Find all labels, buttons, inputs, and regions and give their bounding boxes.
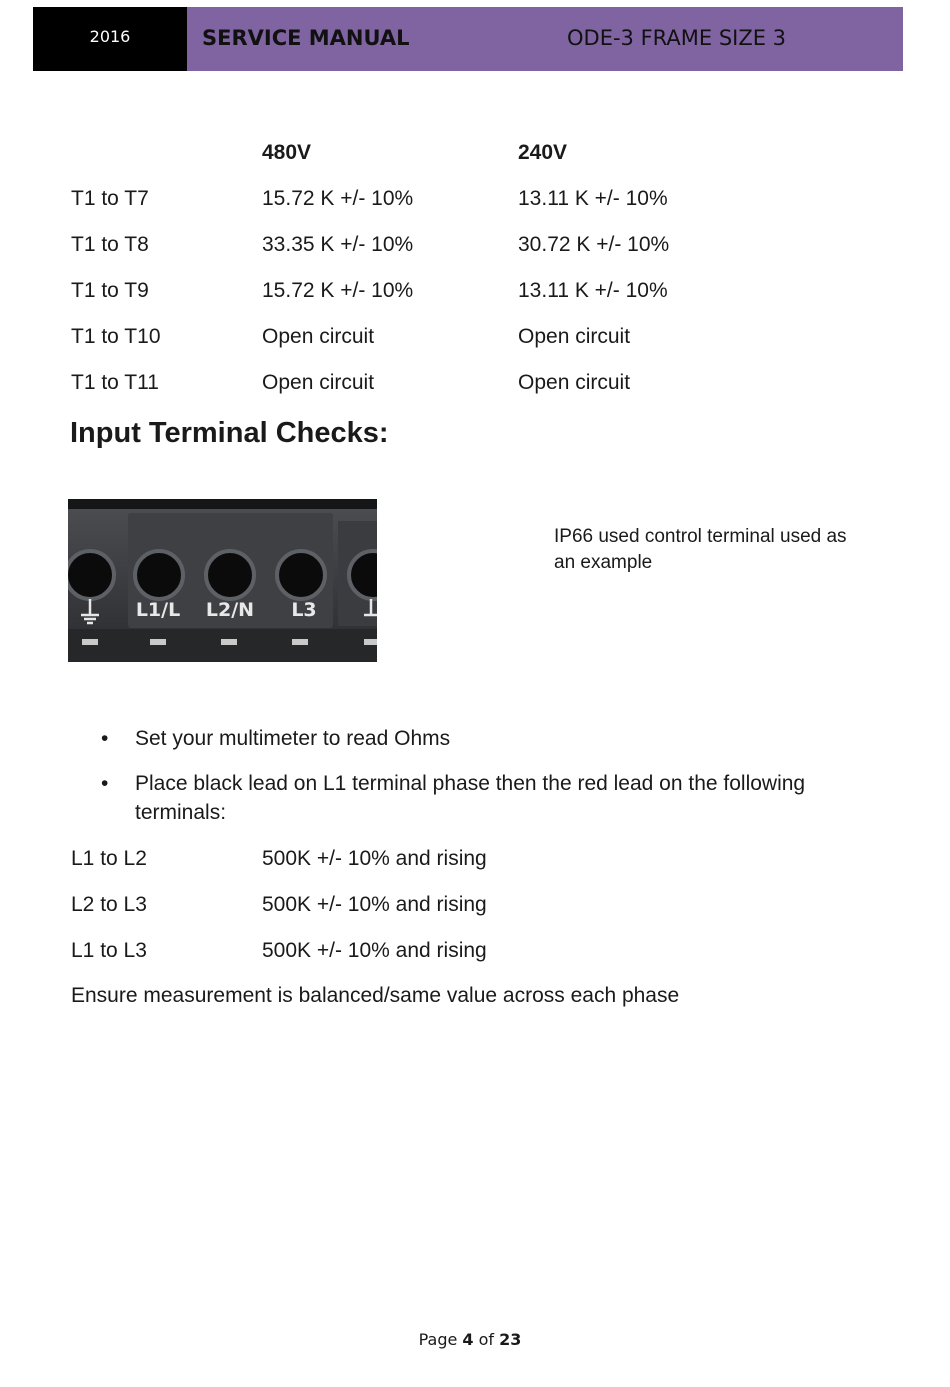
instruction-list: [71, 724, 861, 843]
row-480v: 15.72 K +/- 10%: [262, 187, 414, 210]
terminal-label-l3: L3: [291, 599, 317, 621]
page-number: [0, 1330, 940, 1349]
photo-caption: IP66 used control terminal used as an example: [554, 526, 847, 573]
terminal-label-l1: L1/L: [135, 599, 181, 621]
row-480v: 15.72 K +/- 10%: [262, 279, 414, 302]
table-header-240v: 240V: [518, 141, 568, 164]
check-label: L1 to L2: [71, 847, 147, 870]
header-year: 2016: [33, 7, 187, 71]
bullet-text: Set your multimeter to read Ohms: [135, 727, 451, 750]
check-value: 500K +/- 10% and rising: [262, 939, 487, 962]
bullet-icon: •: [101, 727, 109, 750]
check-value: 500K +/- 10% and rising: [262, 893, 487, 916]
check-label: L1 to L3: [71, 939, 147, 962]
page-header: [33, 7, 903, 71]
page-prefix: Page: [418, 1330, 458, 1349]
row-480v: Open circuit: [262, 371, 375, 394]
row-240v: 30.72 K +/- 10%: [518, 233, 670, 256]
row-480v: Open circuit: [262, 325, 375, 348]
row-label: T1 to T10: [71, 325, 161, 348]
list-item: [71, 769, 861, 827]
row-480v: 33.35 K +/- 10%: [262, 233, 414, 256]
section-title: Input Terminal Checks:: [70, 417, 389, 449]
check-label: L2 to L3: [71, 893, 147, 916]
table-header-480v: 480V: [262, 141, 312, 164]
terminal-label-l2: L2/N: [205, 599, 255, 621]
check-value: 500K +/- 10% and rising: [262, 847, 487, 870]
row-label: T1 to T11: [71, 371, 159, 394]
row-240v: Open circuit: [518, 325, 631, 348]
bullet-icon: •: [101, 772, 109, 795]
row-240v: 13.11 K +/- 10%: [518, 279, 668, 302]
terminal-photo: [68, 499, 377, 662]
header-title: SERVICE MANUAL: [202, 26, 410, 50]
row-240v: 13.11 K +/- 10%: [518, 187, 668, 210]
row-label: T1 to T8: [71, 233, 149, 256]
row-label: T1 to T9: [71, 279, 149, 302]
row-240v: Open circuit: [518, 371, 631, 394]
bullet-text: Place black lead on L1 terminal phase then the red lead on the following terminals:: [135, 772, 806, 824]
header-model: ODE-3 FRAME SIZE 3: [567, 26, 787, 50]
measurement-note: Ensure measurement is balanced/same value across each phase: [71, 984, 680, 1007]
current-page: 4: [462, 1330, 474, 1349]
total-pages: 23: [499, 1330, 522, 1349]
list-item: [71, 724, 861, 753]
row-label: T1 to T7: [71, 187, 149, 210]
header-band: [187, 7, 903, 71]
page-of: of: [478, 1330, 495, 1349]
